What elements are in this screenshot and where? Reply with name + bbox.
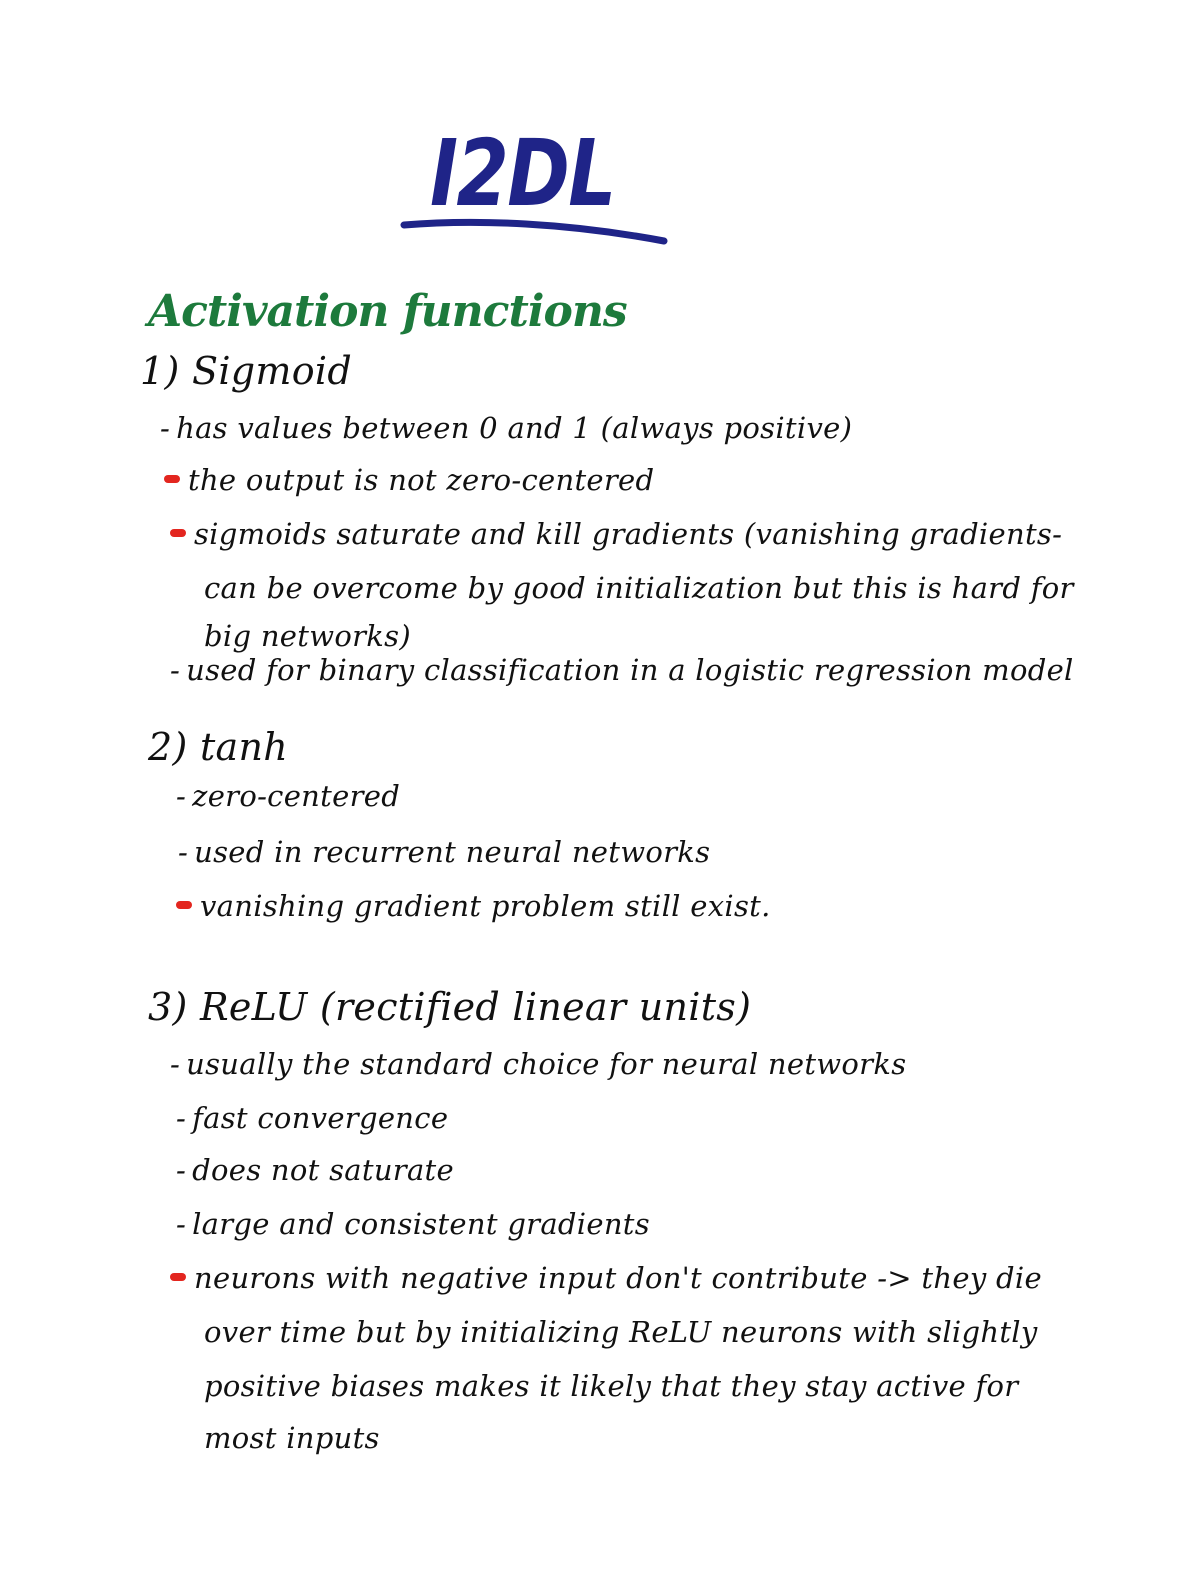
- note-text: used for binary classification in a logistic regression model: [186, 653, 1074, 687]
- note-line: [170, 1261, 1042, 1295]
- note-text: over time but by initializing ReLU neurons with slightly: [204, 1315, 1038, 1349]
- subsection-heading: 2) tanh: [148, 725, 289, 769]
- section-heading: Activation functions: [148, 286, 627, 337]
- note-line: [204, 1315, 1038, 1349]
- red-dash-marker: [176, 901, 192, 909]
- dash-marker: -: [176, 1153, 187, 1187]
- red-dash-marker: [170, 1273, 186, 1281]
- note-text: large and consistent gradients: [192, 1207, 650, 1241]
- red-dash-marker: [164, 475, 180, 483]
- note-text: fast convergence: [192, 1101, 449, 1135]
- note-text: most inputs: [204, 1421, 380, 1455]
- note-text: used in recurrent neural networks: [194, 835, 711, 869]
- note-line: [170, 1047, 907, 1081]
- note-line: [170, 517, 1063, 551]
- note-line: [176, 889, 771, 923]
- red-dash-marker: [170, 529, 186, 537]
- note-line: [164, 463, 655, 497]
- note-line: [176, 1207, 650, 1241]
- page-title: I2DL: [430, 120, 615, 227]
- note-line: [170, 653, 1074, 687]
- note-text: has values between 0 and 1 (always positive): [176, 411, 853, 445]
- dash-marker: -: [178, 835, 189, 869]
- note-line: [178, 835, 711, 869]
- note-text: big networks): [204, 619, 411, 653]
- note-line: [176, 1153, 454, 1187]
- note-text: vanishing gradient problem still exist.: [200, 889, 771, 923]
- dash-marker: -: [170, 1047, 181, 1081]
- note-text: neurons with negative input don't contribute -> they die: [194, 1261, 1042, 1295]
- note-text: sigmoids saturate and kill gradients (vanishing gradients-: [194, 517, 1063, 551]
- dash-marker: -: [160, 411, 171, 445]
- subsection-heading: 1) Sigmoid: [140, 349, 352, 393]
- dash-marker: -: [176, 1207, 187, 1241]
- note-line: [204, 1421, 380, 1455]
- note-text: positive biases makes it likely that they stay active for: [204, 1369, 1019, 1403]
- note-text: usually the standard choice for neural networks: [186, 1047, 907, 1081]
- note-text: zero-centered: [192, 779, 401, 813]
- note-text: the output is not zero-centered: [188, 463, 655, 497]
- note-line: [204, 619, 411, 653]
- note-line: [176, 779, 401, 813]
- note-line: [204, 571, 1074, 605]
- dash-marker: -: [176, 1101, 187, 1135]
- note-text: does not saturate: [192, 1153, 454, 1187]
- note-line: [176, 1101, 449, 1135]
- subsection-heading: 3) ReLU (rectified linear units): [148, 985, 752, 1029]
- note-text: can be overcome by good initialization but this is hard for: [204, 571, 1074, 605]
- note-line: [160, 411, 853, 445]
- dash-marker: -: [176, 779, 187, 813]
- note-line: [204, 1369, 1019, 1403]
- title-underline: [398, 205, 670, 247]
- dash-marker: -: [170, 653, 181, 687]
